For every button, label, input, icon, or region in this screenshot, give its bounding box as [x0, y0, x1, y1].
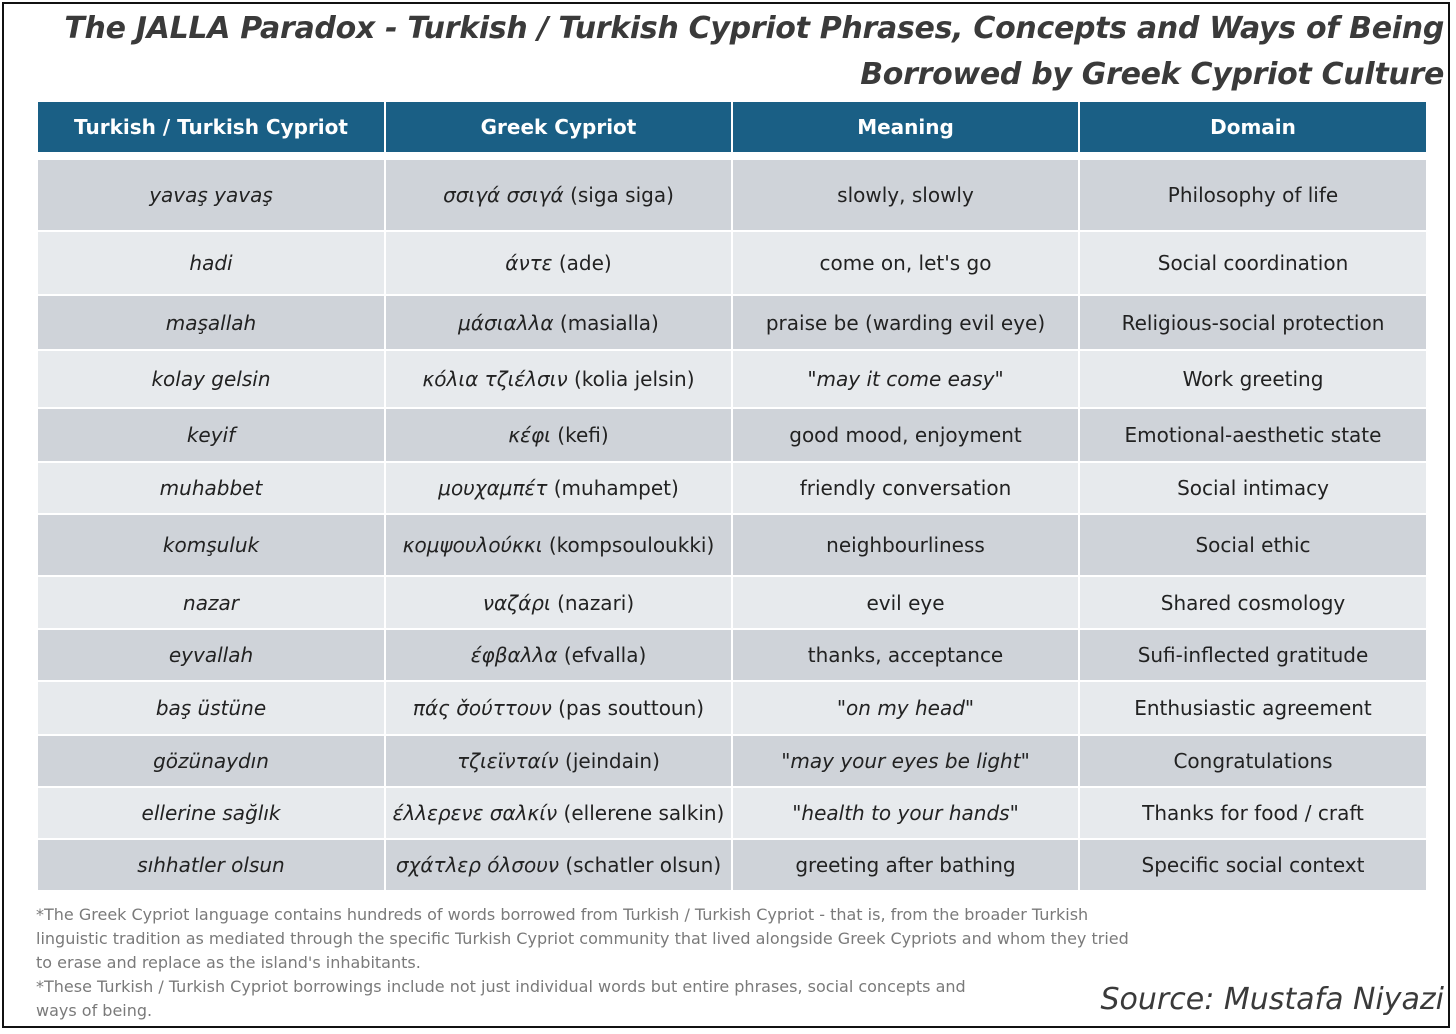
- cell-turkish: gözünaydın: [37, 735, 385, 787]
- cell-greek: [385, 231, 732, 295]
- cell-meaning: greeting after bathing: [732, 839, 1079, 891]
- cell-turkish: maşallah: [37, 295, 385, 350]
- greek-word: σχάτλερ όλσουν: [395, 853, 559, 877]
- table-row: [37, 629, 1427, 681]
- table-row: [37, 462, 1427, 514]
- cell-meaning: slowly, slowly: [732, 159, 1079, 231]
- cell-domain: Philosophy of life: [1079, 159, 1427, 231]
- cell-meaning: praise be (warding evil eye): [732, 295, 1079, 350]
- cell-domain: Religious-social protection: [1079, 295, 1427, 350]
- transliteration: (schatler olsun): [565, 853, 722, 877]
- cell-meaning: come on, let's go: [732, 231, 1079, 295]
- cell-turkish: yavaş yavaş: [37, 159, 385, 231]
- greek-word: κομψουλούκκι: [402, 533, 543, 557]
- table-row: [37, 681, 1427, 735]
- cell-greek: [385, 839, 732, 891]
- cell-meaning: friendly conversation: [732, 462, 1079, 514]
- transliteration: (kefi): [557, 423, 609, 447]
- transliteration: (ade): [558, 251, 612, 275]
- footnote-1: *The Greek Cypriot language contains hundreds of words borrowed from Turkish / Turkish Cypriot - that is, from the broader Turkish linguistic tradition as mediated through the specific Turkish Cypriot community that lived alongside Greek Cypriots and whom they tried to erase and replace as the island's inhabitants.: [36, 905, 1129, 972]
- cell-greek: [385, 408, 732, 462]
- greek-word: έφβαλλα: [470, 643, 558, 667]
- table-row: [37, 735, 1427, 787]
- transliteration: (siga siga): [570, 183, 674, 207]
- header-meaning: Meaning: [732, 102, 1079, 152]
- cell-meaning: thanks, acceptance: [732, 629, 1079, 681]
- transliteration: (pas souttoun): [558, 696, 705, 720]
- cell-meaning: "health to your hands": [732, 787, 1079, 839]
- borrowings-table: [36, 102, 1428, 892]
- cell-meaning: good mood, enjoyment: [732, 408, 1079, 462]
- transliteration: (kompsouloukki): [548, 533, 715, 557]
- cell-turkish: nazar: [37, 576, 385, 629]
- cell-turkish: eyvallah: [37, 629, 385, 681]
- cell-meaning: "may your eyes be light": [732, 735, 1079, 787]
- cell-domain: Sufi-inflected gratitude: [1079, 629, 1427, 681]
- cell-domain: Social coordination: [1079, 231, 1427, 295]
- cell-meaning: neighbourliness: [732, 514, 1079, 576]
- page-title: [44, 6, 1444, 98]
- greek-word: μάσιαλλα: [458, 310, 554, 335]
- cell-meaning: "may it come easy": [732, 350, 1079, 408]
- header-turkish: Turkish / Turkish Cypriot: [37, 102, 385, 152]
- cell-domain: Social ethic: [1079, 514, 1427, 576]
- source-credit: Source: Mustafa Niyazi: [1100, 982, 1444, 1017]
- cell-turkish: sıhhatler olsun: [37, 839, 385, 891]
- greek-word: τζιεϊνταίν: [457, 749, 559, 773]
- cell-turkish: ellerine sağlık: [37, 787, 385, 839]
- cell-turkish: muhabbet: [37, 462, 385, 514]
- transliteration: (muhampet): [553, 476, 679, 500]
- greek-word: ναζάρι: [482, 590, 551, 615]
- table-spacer: [37, 152, 1427, 159]
- table-row: [37, 839, 1427, 891]
- transliteration: (kolia jelsin): [573, 367, 695, 391]
- cell-meaning: evil eye: [732, 576, 1079, 629]
- header-domain: Domain: [1079, 102, 1427, 152]
- cell-greek: [385, 462, 732, 514]
- transliteration: (nazari): [557, 590, 635, 615]
- cell-greek: [385, 295, 732, 350]
- transliteration: (efvalla): [563, 643, 647, 667]
- greek-word: πάς σ̌ούττουν: [412, 696, 552, 720]
- cell-greek: [385, 629, 732, 681]
- header-greek: Greek Cypriot: [385, 102, 732, 152]
- table-row: [37, 514, 1427, 576]
- transliteration: (jeindain): [565, 749, 660, 773]
- greek-word: μουχαμπέτ: [438, 476, 548, 500]
- table-row: [37, 576, 1427, 629]
- cell-turkish: keyif: [37, 408, 385, 462]
- table-row: [37, 350, 1427, 408]
- cell-domain: Congratulations: [1079, 735, 1427, 787]
- cell-domain: Work greeting: [1079, 350, 1427, 408]
- cell-meaning: "on my head": [732, 681, 1079, 735]
- greek-word: κέφι: [508, 423, 551, 447]
- footnotes: [36, 903, 1136, 1023]
- table-row: [37, 295, 1427, 350]
- cell-greek: [385, 514, 732, 576]
- cell-greek: [385, 576, 732, 629]
- transliteration: (masialla): [559, 310, 659, 335]
- cell-turkish: hadi: [37, 231, 385, 295]
- title-line-2: Borrowed by Greek Cypriot Culture: [860, 57, 1444, 92]
- cell-domain: Emotional-aesthetic state: [1079, 408, 1427, 462]
- table-row: [37, 408, 1427, 462]
- greek-word: έλλερενε σαλκίν: [392, 801, 558, 825]
- greek-word: κόλια τζιέλσιν: [422, 367, 568, 391]
- cell-domain: Enthusiastic agreement: [1079, 681, 1427, 735]
- cell-turkish: baş üstüne: [37, 681, 385, 735]
- table-row: [37, 787, 1427, 839]
- greek-word: σσιγά σσιγά: [443, 183, 564, 207]
- cell-domain: Social intimacy: [1079, 462, 1427, 514]
- table-header-row: [37, 102, 1427, 152]
- cell-greek: [385, 159, 732, 231]
- cell-domain: Shared cosmology: [1079, 576, 1427, 629]
- table-row: [37, 159, 1427, 231]
- footnote-2: *These Turkish / Turkish Cypriot borrowings include not just individual words but entire phrases, social concepts and ways of being.: [36, 977, 966, 1020]
- cell-domain: Specific social context: [1079, 839, 1427, 891]
- title-line-1: The JALLA Paradox - Turkish / Turkish Cypriot Phrases, Concepts and Ways of Being: [64, 11, 1444, 46]
- cell-domain: Thanks for food / craft: [1079, 787, 1427, 839]
- cell-greek: [385, 681, 732, 735]
- table-row: [37, 231, 1427, 295]
- greek-word: άντε: [505, 251, 553, 275]
- cell-turkish: komşuluk: [37, 514, 385, 576]
- cell-greek: [385, 350, 732, 408]
- cell-greek: [385, 735, 732, 787]
- cell-turkish: kolay gelsin: [37, 350, 385, 408]
- cell-greek: [385, 787, 732, 839]
- transliteration: (ellerene salkin): [563, 801, 725, 825]
